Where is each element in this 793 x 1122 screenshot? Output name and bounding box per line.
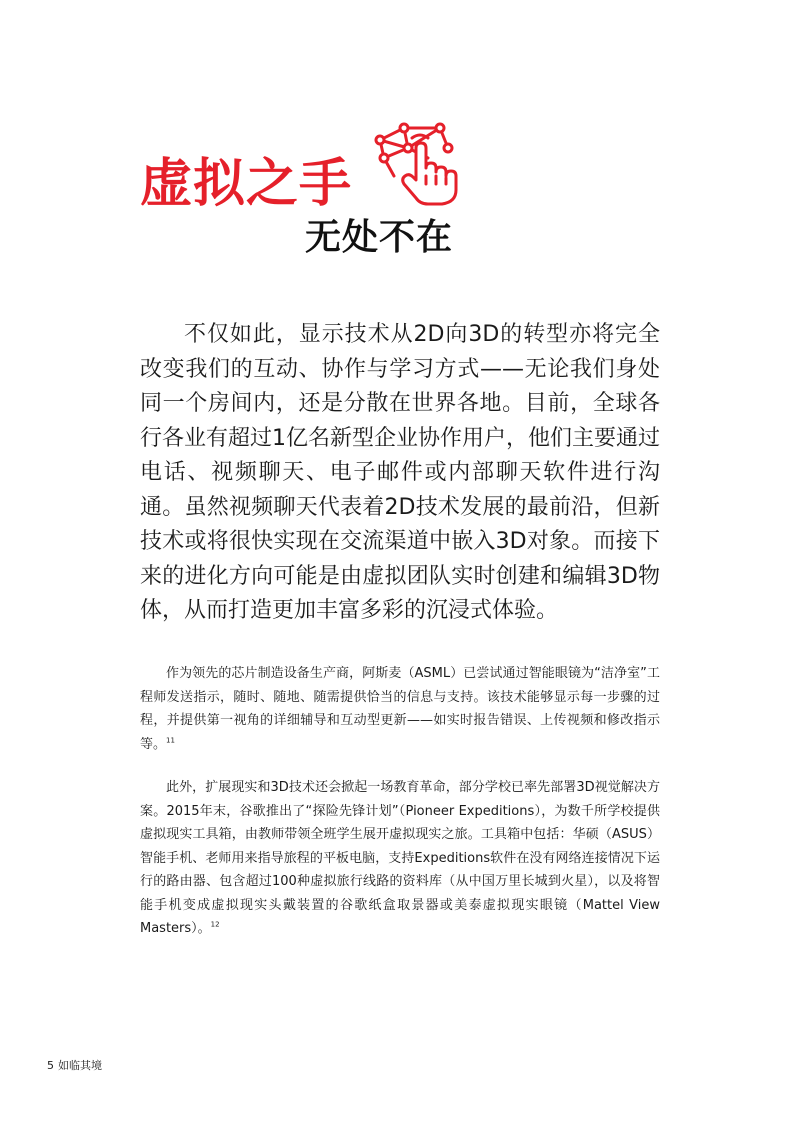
- title-block: [140, 118, 480, 268]
- body-paragraph: [140, 776, 660, 941]
- body-paragraph: [140, 662, 660, 756]
- footnote-ref[interactable]: 11: [166, 736, 175, 745]
- page-footer: [47, 1057, 102, 1073]
- hand-network-icon: [372, 118, 472, 208]
- page-number: 5: [47, 1059, 54, 1072]
- paragraph-text: 此外，扩展现实和3D技术还会掀起一场教育革命，部分学校已率先部署3D视觉解决方案。2015年末，谷歌推出了“探险先锋计划”（Pioneer Expeditions），为数千所学校提供虚拟现实工具箱，由教师带领全班学生展开虚拟现实之旅。工具箱中包括：华硕（ASUS）智能手机、老师用来指导旅程的平板电脑，支持Expeditions软件在没有网络连接情况下运行的路由器、包含超过100种虚拟旅行线路的资料库（从中国万里长城到火星），以及将智能手机变成虚拟现实头戴装置的谷歌纸盒取景器或美泰虚拟现实眼镜（Mattel View Masters）。: [140, 780, 660, 936]
- paragraph-text: 作为领先的芯片制造设备生产商，阿斯麦（ASML）已尝试通过智能眼镜为“洁净室”工程师发送指示，随时、随地、随需提供恰当的信息与支持。该技术能够显示每一步骤的过程，并提供第一视角的详细辅导和互动型更新——如实时报告错误、上传视频和修改指示等。: [140, 666, 660, 752]
- footnote-ref[interactable]: 12: [210, 920, 220, 929]
- section-name: 如临其境: [58, 1059, 102, 1072]
- lead-paragraph: 不仅如此，显示技术从2D向3D的转型亦将完全改变我们的互动、协作与学习方式——无论我们身处同一个房间内，还是分散在世界各地。目前，全球各行各业有超过1亿名新型企业协作用户，他们主要通过电话、视频聊天、电子邮件或内部聊天软件进行沟通。虽然视频聊天代表着2D技术发展的最前沿，但新技术或将很快实现在交流渠道中嵌入3D对象。而接下来的进化方向可能是由虚拟团队实时创建和编辑3D物体，从而打造更加丰富多彩的沉浸式体验。: [140, 322, 660, 623]
- page-subtitle: 无处不在: [305, 217, 454, 258]
- page-title: 虚拟之手: [140, 154, 353, 214]
